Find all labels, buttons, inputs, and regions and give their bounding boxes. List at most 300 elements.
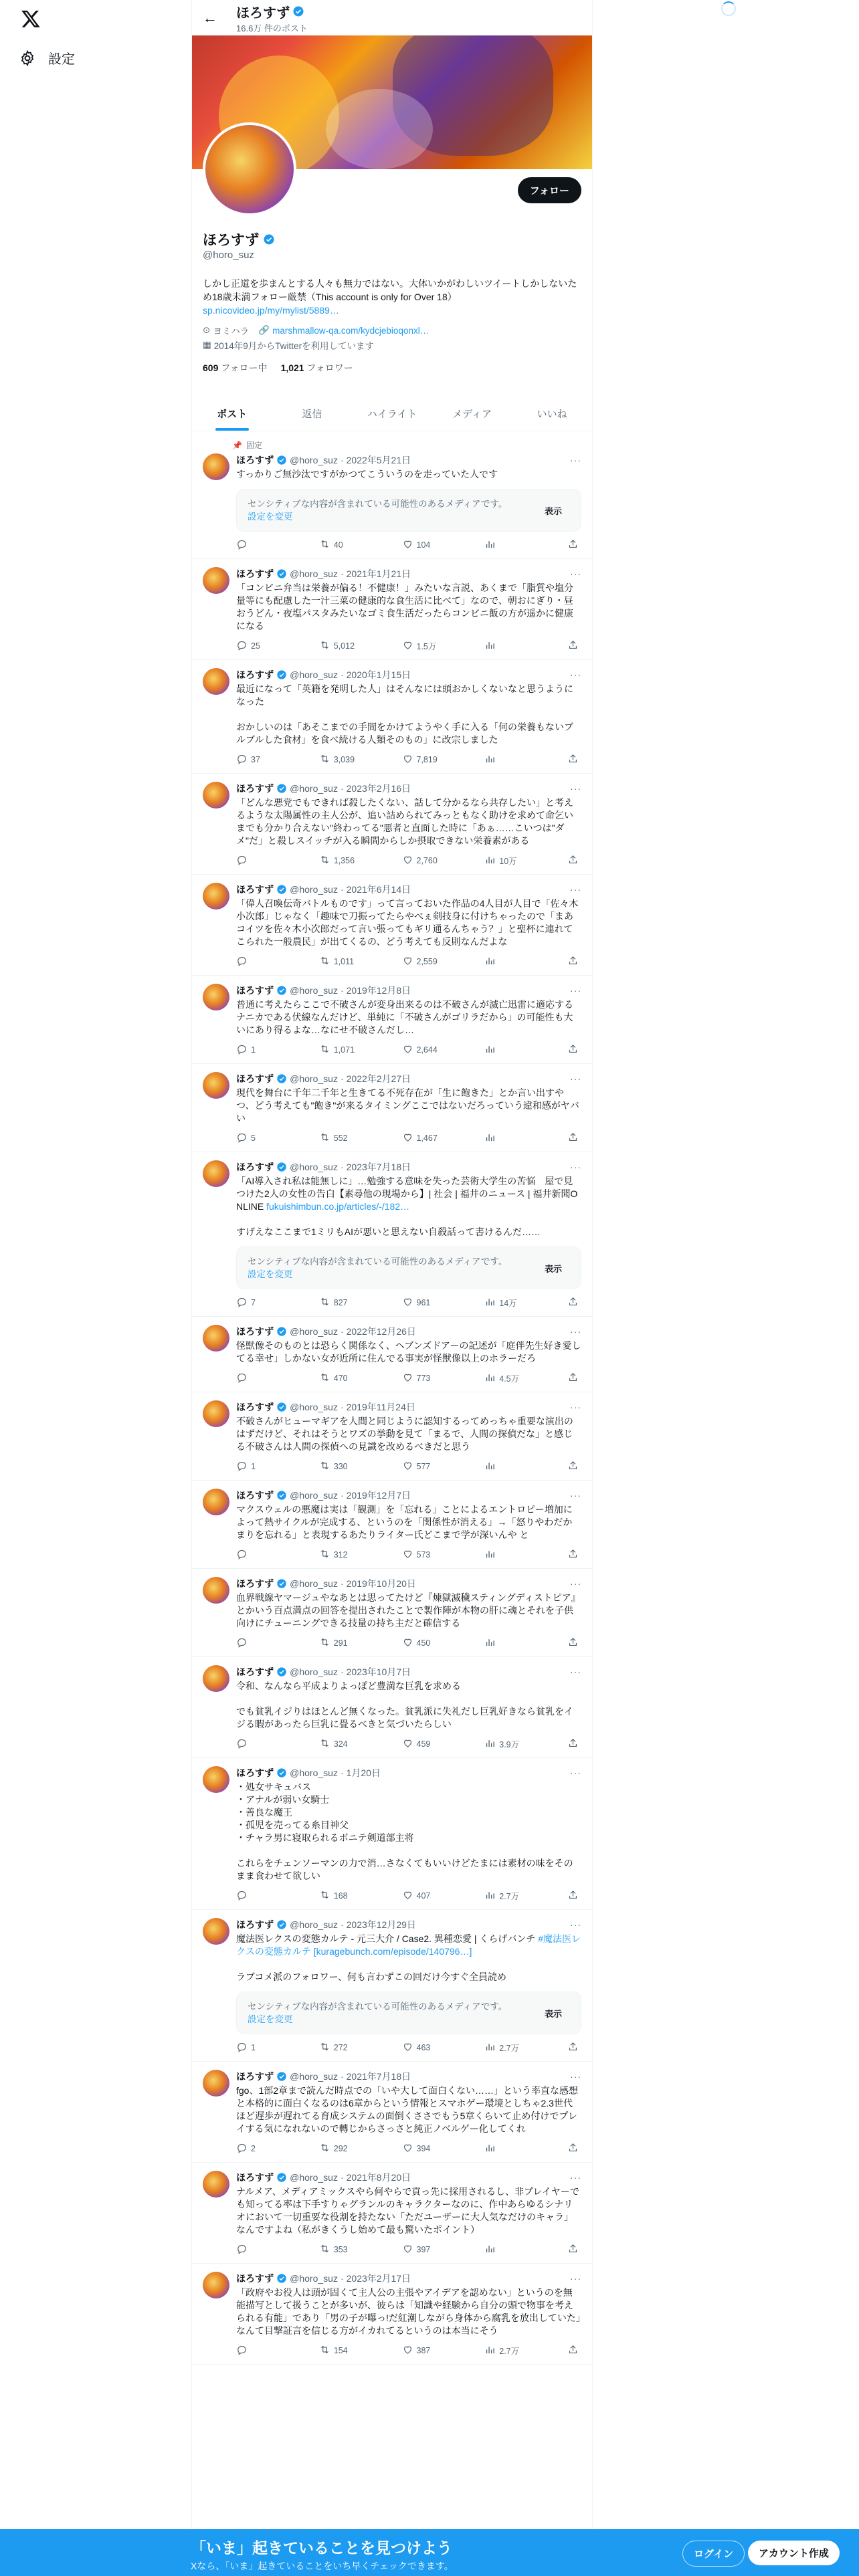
tweet-actions xyxy=(236,2243,581,2256)
profile-head xyxy=(192,169,592,229)
tweet[interactable] xyxy=(192,1392,592,1481)
reply-icon xyxy=(236,1132,248,1145)
retweet-button[interactable] xyxy=(319,639,359,653)
views-button[interactable] xyxy=(484,1737,524,1751)
more-options-icon[interactable]: ··· xyxy=(570,1919,581,1930)
tweet-avatar[interactable] xyxy=(203,1489,229,1515)
tweet-separator: · xyxy=(340,2273,344,2284)
like-count: 1,467 xyxy=(416,1134,438,1143)
verified-badge-icon xyxy=(276,1667,287,1677)
more-options-icon[interactable]: ··· xyxy=(570,669,581,680)
more-options-icon[interactable]: ··· xyxy=(570,2273,581,2284)
more-options-icon[interactable]: ··· xyxy=(570,2071,581,2082)
share-button[interactable] xyxy=(567,639,579,653)
tab-likes[interactable]: いいね xyxy=(537,408,567,420)
tweet-text xyxy=(236,998,581,1037)
tweet-author-handle[interactable]: @horo_suz xyxy=(290,1162,338,1172)
views-button[interactable] xyxy=(484,639,524,653)
reply-button[interactable] xyxy=(236,753,276,766)
tweet-avatar[interactable] xyxy=(203,1665,229,1692)
tweet-avatar[interactable] xyxy=(203,1072,229,1099)
like-button[interactable] xyxy=(402,2142,442,2155)
heart-icon xyxy=(402,1548,413,1562)
tweet-date[interactable]: 2022年12月26日 xyxy=(346,1326,416,1337)
tweet-date[interactable]: 1月20日 xyxy=(346,1767,381,1778)
retweet-button[interactable] xyxy=(319,1132,359,1145)
tweet-author-name[interactable]: ほろすず xyxy=(236,1578,274,1589)
share-button[interactable] xyxy=(567,753,579,766)
share-button[interactable] xyxy=(567,1296,579,1309)
show-media-button[interactable]: 表示 xyxy=(544,1263,562,1274)
more-options-icon[interactable]: ··· xyxy=(570,1073,581,1084)
profile-name: ほろすず xyxy=(203,233,260,248)
bio-link[interactable]: sp.nicovideo.jp/my/mylist/5889… xyxy=(203,305,339,316)
tweet[interactable] xyxy=(192,1064,592,1152)
timeline xyxy=(192,431,592,2365)
reply-button[interactable] xyxy=(236,1737,276,1751)
retweet-button[interactable] xyxy=(319,2142,359,2155)
tweet-text-body: マクスウェルの悪魔は実は「観測」を「忘れる」ことによるエントロピー増加によって熱サイクルが完成する、というのを「関係性が消える」→「怒りやわだかまりを忘れる」と表現するあたりライター氏どこまで学が深いんや と xyxy=(236,1504,573,1540)
like-button[interactable] xyxy=(402,538,442,552)
more-options-icon[interactable]: ··· xyxy=(570,1326,581,1337)
tweet-author-handle[interactable]: @horo_suz xyxy=(290,1073,338,1084)
like-button[interactable] xyxy=(402,854,442,867)
tweet-author-handle[interactable]: @horo_suz xyxy=(290,1919,338,1930)
like-button[interactable] xyxy=(402,1132,442,1145)
tweet-actions xyxy=(236,1296,581,1309)
tab-replies[interactable]: 返信 xyxy=(302,408,322,420)
tweet[interactable] xyxy=(192,559,592,660)
tweet-date[interactable]: 2021年8月20日 xyxy=(346,2172,411,2183)
more-options-icon[interactable]: ··· xyxy=(570,568,581,579)
tweet-date[interactable]: 2022年2月27日 xyxy=(346,1073,411,1084)
tweet-author-name[interactable]: ほろすず xyxy=(236,1667,274,1677)
heart-icon xyxy=(402,753,413,766)
views-button[interactable] xyxy=(484,2142,524,2155)
retweet-button[interactable] xyxy=(319,538,359,552)
share-button[interactable] xyxy=(567,2243,579,2256)
x-logo-icon[interactable] xyxy=(19,7,43,31)
reply-button[interactable] xyxy=(236,1548,276,1562)
share-button[interactable] xyxy=(567,1737,579,1751)
tweet-avatar[interactable] xyxy=(203,1577,229,1604)
tweet-link[interactable]: fukuishimbun.co.jp/articles/-/182… xyxy=(266,1201,410,1212)
more-options-icon[interactable]: ··· xyxy=(570,1162,581,1172)
reply-button[interactable] xyxy=(236,1460,276,1473)
retweet-icon xyxy=(319,1372,330,1385)
tweet-author-name[interactable]: ほろすず xyxy=(236,1767,274,1778)
tweet-text xyxy=(236,582,581,633)
retweet-icon xyxy=(319,753,330,766)
retweet-button[interactable] xyxy=(319,1636,359,1650)
tweet-date[interactable]: 2020年1月15日 xyxy=(346,669,411,680)
change-settings-link[interactable]: 設定を変更 xyxy=(248,2014,293,2024)
like-button[interactable] xyxy=(402,955,442,968)
share-button[interactable] xyxy=(567,854,579,867)
tweet-author-handle[interactable]: @horo_suz xyxy=(290,2273,338,2284)
tweet-author-handle[interactable]: @horo_suz xyxy=(290,985,338,996)
tweet[interactable] xyxy=(192,1657,592,1758)
tweet-date[interactable]: 2019年10月20日 xyxy=(346,1578,416,1589)
tweet-date[interactable]: 2019年12月8日 xyxy=(346,985,411,996)
retweet-button[interactable] xyxy=(319,1296,359,1309)
tweet-author-name[interactable]: ほろすず xyxy=(236,568,274,579)
tweet-author-handle[interactable]: @horo_suz xyxy=(290,1326,338,1337)
views-button[interactable] xyxy=(484,2344,524,2357)
tweet-actions xyxy=(236,2142,581,2155)
tweet-author-name[interactable]: ほろすず xyxy=(236,1073,274,1084)
tweet-author-handle[interactable]: @horo_suz xyxy=(290,1402,338,1412)
tweet-date[interactable]: 2023年2月16日 xyxy=(346,783,411,794)
tweet-header xyxy=(236,2272,581,2285)
reply-button[interactable] xyxy=(236,2142,276,2155)
share-button[interactable] xyxy=(567,1636,579,1650)
bar-chart-icon xyxy=(484,1296,496,1309)
nav-settings-link[interactable] xyxy=(19,48,75,68)
tweet-date[interactable]: 2023年7月18日 xyxy=(346,1162,411,1172)
tweet-author-handle[interactable]: @horo_suz xyxy=(290,1667,338,1677)
retweet-count: 312 xyxy=(333,1550,348,1560)
tweet-text xyxy=(236,1933,581,1983)
tweet[interactable] xyxy=(192,1152,592,1317)
tweet-text-body: すっかりご無沙汰ですがかつてこういうのを走っていた人です xyxy=(236,469,498,479)
bar-chart-icon xyxy=(484,2142,496,2155)
tweet-header xyxy=(236,1160,581,1174)
signup-banner-subtitle: Xなら、「いま」起きていることをいち早くチェックできます。 xyxy=(191,2561,454,2571)
tweet-text-body: 「AI導入され私は能無しに」…勉強する意味を失った芸術大学生の苦悩 屋で見つけた2人の女性の告白【素尋他の現場から】| 社会 | 福井のニュース | 福井新聞ONLINE xyxy=(236,1176,578,1212)
views-button[interactable] xyxy=(484,1636,524,1650)
tweet-author-name[interactable]: ほろすず xyxy=(236,669,274,680)
like-button[interactable] xyxy=(402,1636,442,1650)
tweet-text xyxy=(236,1592,581,1630)
share-button[interactable] xyxy=(567,955,579,968)
retweet-button[interactable] xyxy=(319,1460,359,1473)
joined-text: 2014年9月からTwitterを利用しています xyxy=(213,341,375,351)
views-button[interactable] xyxy=(484,2041,524,2054)
share-button[interactable] xyxy=(567,1460,579,1473)
reply-button[interactable] xyxy=(236,1043,276,1057)
reply-icon xyxy=(236,639,248,653)
tweet-avatar[interactable] xyxy=(203,453,229,480)
tweet[interactable] xyxy=(192,1758,592,1910)
share-button[interactable] xyxy=(567,2142,579,2155)
tweet-text xyxy=(236,468,581,481)
tweet-avatar[interactable] xyxy=(203,2272,229,2298)
tweet[interactable] xyxy=(192,1481,592,1569)
like-button[interactable] xyxy=(402,1737,442,1751)
share-button[interactable] xyxy=(567,1372,579,1385)
like-count: 397 xyxy=(416,2245,431,2254)
more-options-icon[interactable]: ··· xyxy=(570,985,581,996)
share-icon xyxy=(567,1132,579,1145)
views-button[interactable] xyxy=(484,1372,524,1385)
tweet-actions xyxy=(236,1372,581,1385)
login-button[interactable]: ログイン xyxy=(682,2541,745,2567)
heart-icon xyxy=(402,1372,413,1385)
bar-chart-icon xyxy=(484,1132,496,1145)
tweet-avatar[interactable] xyxy=(203,1400,229,1427)
like-button[interactable] xyxy=(402,753,442,766)
heart-icon xyxy=(402,1737,413,1751)
tweet-separator: · xyxy=(340,1578,344,1589)
retweet-button[interactable] xyxy=(319,1737,359,1751)
retweet-icon xyxy=(319,955,330,968)
signup-banner-title: 「いま」起きていることを見つけよう xyxy=(191,2539,452,2557)
like-button[interactable] xyxy=(402,639,442,653)
tweet-avatar[interactable] xyxy=(203,2070,229,2097)
tweet-author-handle[interactable]: @horo_suz xyxy=(290,568,338,579)
like-button[interactable] xyxy=(402,2041,442,2054)
tweet-date[interactable]: 2022年5月21日 xyxy=(346,455,411,465)
more-options-icon[interactable]: ··· xyxy=(570,1402,581,1412)
tweet-date[interactable]: 2023年2月17日 xyxy=(346,2273,411,2284)
website-link[interactable]: marshmallow-qa.com/kydcjebioqonxl… xyxy=(272,325,430,336)
retweet-button[interactable] xyxy=(319,1043,359,1057)
reply-button[interactable] xyxy=(236,1132,276,1145)
tweet-avatar[interactable] xyxy=(203,1325,229,1352)
more-options-icon[interactable]: ··· xyxy=(570,1578,581,1589)
retweet-button[interactable] xyxy=(319,1889,359,1903)
tweet-date[interactable]: 2021年6月14日 xyxy=(346,884,411,895)
tweet[interactable] xyxy=(192,431,592,559)
verified-badge-icon xyxy=(276,2273,287,2284)
location-item xyxy=(203,324,249,337)
retweet-button[interactable] xyxy=(319,1548,359,1562)
tweet[interactable] xyxy=(192,976,592,1064)
tweet-header xyxy=(236,453,581,467)
tweet[interactable] xyxy=(192,875,592,976)
reply-button[interactable] xyxy=(236,639,276,653)
tweet-avatar[interactable] xyxy=(203,984,229,1010)
share-button[interactable] xyxy=(567,2344,579,2357)
share-button[interactable] xyxy=(567,1132,579,1145)
tweet-actions xyxy=(236,538,581,552)
retweet-button[interactable] xyxy=(319,753,359,766)
tweet[interactable] xyxy=(192,1317,592,1392)
tweet[interactable] xyxy=(192,1910,592,2062)
signup-button[interactable]: アカウント作成 xyxy=(748,2541,840,2565)
like-button[interactable] xyxy=(402,1548,442,1562)
tweet-author-name[interactable]: ほろすず xyxy=(236,2172,274,2183)
tweet-avatar[interactable] xyxy=(203,782,229,809)
tweet-author-name[interactable]: ほろすず xyxy=(236,1490,274,1501)
reply-icon xyxy=(236,753,248,766)
share-icon xyxy=(567,2142,579,2155)
tweet[interactable] xyxy=(192,2062,592,2163)
tweet-date[interactable]: 2023年10月7日 xyxy=(346,1667,411,1677)
views-button[interactable] xyxy=(484,1043,524,1057)
tab-posts[interactable]: ポスト xyxy=(192,396,272,431)
tweet-author-name[interactable]: ほろすず xyxy=(236,1326,274,1337)
views-count: 2.7万 xyxy=(499,2044,520,2053)
reply-icon xyxy=(236,1372,248,1385)
retweet-icon xyxy=(319,2041,330,2054)
tweet-text-body: 魔法医レクスの変態カルテ - 元三大介 / Case2. 異種恋愛 | くらげバンチ xyxy=(236,1933,539,1944)
tweet-header xyxy=(236,883,581,896)
more-options-icon[interactable]: ··· xyxy=(570,884,581,895)
share-button[interactable] xyxy=(567,1043,579,1057)
tweet-author-handle[interactable]: @horo_suz xyxy=(290,783,338,794)
like-button[interactable] xyxy=(402,1460,442,1473)
tweet-link[interactable]: #魔法医レクスの変態カルテ [kuragebunch.com/episode/140796…] xyxy=(236,1933,581,1957)
retweet-button[interactable] xyxy=(319,2344,359,2357)
follow-counts xyxy=(192,352,592,384)
share-button[interactable] xyxy=(567,1889,579,1903)
tweet-date[interactable]: 2021年7月18日 xyxy=(346,2071,411,2082)
tweet-avatar[interactable] xyxy=(203,567,229,594)
tweet-author-handle[interactable]: @horo_suz xyxy=(290,884,338,895)
bar-chart-icon xyxy=(484,1548,496,1562)
tweet-author-handle[interactable]: @horo_suz xyxy=(290,2071,338,2082)
tab-highlights[interactable]: ハイライト xyxy=(367,408,417,420)
retweet-count: 3,039 xyxy=(333,755,355,764)
more-options-icon[interactable]: ··· xyxy=(570,1490,581,1501)
like-button[interactable] xyxy=(402,1043,442,1057)
tweet-author-handle[interactable]: @horo_suz xyxy=(290,1767,338,1778)
tweet[interactable] xyxy=(192,660,592,774)
tweet[interactable] xyxy=(192,1569,592,1657)
tweet-avatar[interactable] xyxy=(203,1160,229,1187)
tweet-avatar[interactable] xyxy=(203,1918,229,1945)
reply-button[interactable] xyxy=(236,1296,276,1309)
tweet[interactable] xyxy=(192,2264,592,2365)
more-options-icon[interactable]: ··· xyxy=(570,455,581,465)
tweet-text-body: ナルメア、メディアミックスやら何やらで貢っ先に採用されるし、非プレイヤーでも知ってる率は下手すりゃグランルのキャラクターなのに、作中あらゆるシナリオにおいて一切重要な役割を持たない「ただユーザーに大人気なだけのキャラ」なんですよね（私がきくうし始めて最も驚いたポイント） xyxy=(236,2186,579,2235)
tweet-author-name[interactable]: ほろすず xyxy=(236,884,274,895)
show-media-button[interactable]: 表示 xyxy=(544,2008,562,2019)
like-count: 1.5万 xyxy=(416,642,437,651)
more-options-icon[interactable]: ··· xyxy=(570,783,581,794)
like-count: 577 xyxy=(416,1462,431,1471)
views-button[interactable] xyxy=(484,1296,524,1309)
bar-chart-icon xyxy=(484,955,496,968)
reply-button[interactable] xyxy=(236,538,276,552)
share-button[interactable] xyxy=(567,1548,579,1562)
tweet-avatar[interactable] xyxy=(203,668,229,695)
retweet-button[interactable] xyxy=(319,1372,359,1385)
views-button[interactable] xyxy=(484,1548,524,1562)
like-button[interactable] xyxy=(402,1889,442,1903)
retweet-button[interactable] xyxy=(319,2243,359,2256)
follow-button[interactable]: フォロー xyxy=(518,177,581,203)
tweet-header xyxy=(236,1489,581,1502)
tweet[interactable] xyxy=(192,2163,592,2264)
tweet-actions xyxy=(236,639,581,653)
retweet-button[interactable] xyxy=(319,854,359,867)
share-button[interactable] xyxy=(567,538,579,552)
tweet-text-body: 現代を舞台に千年二千年と生きてる不死存在が「生に飽きた」とか言い出すやつ、どう考えても"飽き"が来るタイミングここではないだろっていう違和感がヤバい xyxy=(236,1087,579,1123)
reply-button[interactable] xyxy=(236,1636,276,1650)
views-button[interactable] xyxy=(484,1132,524,1145)
reply-button[interactable] xyxy=(236,955,276,968)
tweet-avatar[interactable] xyxy=(203,1766,229,1793)
like-count: 2,760 xyxy=(416,856,438,865)
views-button[interactable] xyxy=(484,854,524,867)
tweet-author-name[interactable]: ほろすず xyxy=(236,783,274,794)
tweet-header xyxy=(236,1072,581,1085)
verified-badge-icon xyxy=(276,568,287,579)
retweet-icon xyxy=(319,1548,330,1562)
share-button[interactable] xyxy=(567,2041,579,2054)
retweet-button[interactable] xyxy=(319,955,359,968)
more-options-icon[interactable]: ··· xyxy=(570,2172,581,2183)
following-link[interactable] xyxy=(203,361,268,374)
tweet-date[interactable]: 2019年12月7日 xyxy=(346,1490,411,1501)
retweet-button[interactable] xyxy=(319,2041,359,2054)
more-options-icon[interactable]: ··· xyxy=(570,1667,581,1677)
tweet-author-name[interactable]: ほろすず xyxy=(236,985,274,996)
tweet-author-name[interactable]: ほろすず xyxy=(236,2071,274,2082)
show-media-button[interactable]: 表示 xyxy=(544,506,562,516)
tweet-author-handle[interactable]: @horo_suz xyxy=(290,1490,338,1501)
tweet-date[interactable]: 2021年1月21日 xyxy=(346,568,411,579)
reply-icon xyxy=(236,1889,248,1903)
reply-button[interactable] xyxy=(236,2243,276,2256)
tweet-author-name[interactable]: ほろすず xyxy=(236,1402,274,1412)
tweet-actions xyxy=(236,1737,581,1751)
like-button[interactable] xyxy=(402,1372,442,1385)
views-button[interactable] xyxy=(484,753,524,766)
followers-link[interactable] xyxy=(281,361,353,374)
tweet-avatar[interactable] xyxy=(203,883,229,909)
like-button[interactable] xyxy=(402,1296,442,1309)
website-item[interactable] xyxy=(258,324,429,337)
tweet-author-name[interactable]: ほろすず xyxy=(236,1162,274,1172)
views-button[interactable] xyxy=(484,2243,524,2256)
tweet-author-handle[interactable]: @horo_suz xyxy=(290,669,338,680)
change-settings-link[interactable]: 設定を変更 xyxy=(248,1269,293,1279)
more-options-icon[interactable]: ··· xyxy=(570,1767,581,1778)
tweet-author-handle[interactable]: @horo_suz xyxy=(290,455,338,465)
tweet-avatar[interactable] xyxy=(203,2171,229,2197)
views-button[interactable] xyxy=(484,538,524,552)
pinned-label: 固定 xyxy=(246,441,262,450)
back-arrow-icon[interactable]: ← xyxy=(203,9,217,26)
tweet-author-handle[interactable]: @horo_suz xyxy=(290,2172,338,2183)
tweet-author-handle[interactable]: @horo_suz xyxy=(290,1578,338,1589)
reply-button[interactable] xyxy=(236,2344,276,2357)
reply-button[interactable] xyxy=(236,854,276,867)
tweet-author-name[interactable]: ほろすず xyxy=(236,455,274,465)
like-button[interactable] xyxy=(402,2243,442,2256)
like-button[interactable] xyxy=(402,2344,442,2357)
profile-meta xyxy=(192,317,592,352)
tweet-author-name[interactable]: ほろすず xyxy=(236,2273,274,2284)
tweet-date[interactable]: 2019年11月24日 xyxy=(346,1402,415,1412)
reply-icon xyxy=(236,1043,248,1057)
tweet[interactable] xyxy=(192,774,592,875)
views-button[interactable] xyxy=(484,1889,524,1903)
views-button[interactable] xyxy=(484,1460,524,1473)
share-icon xyxy=(567,753,579,766)
profile-avatar[interactable] xyxy=(203,122,296,216)
retweet-icon xyxy=(319,1132,330,1145)
tab-media[interactable]: メディア xyxy=(452,408,492,420)
tweet-author-name[interactable]: ほろすず xyxy=(236,1919,274,1930)
reply-button[interactable] xyxy=(236,1372,276,1385)
reply-button[interactable] xyxy=(236,2041,276,2054)
tweet-text xyxy=(236,1781,581,1883)
retweet-icon xyxy=(319,1889,330,1903)
tweet-date[interactable]: 2023年12月29日 xyxy=(346,1919,416,1930)
heart-icon xyxy=(402,2142,413,2155)
share-icon xyxy=(567,2041,579,2054)
views-button[interactable] xyxy=(484,955,524,968)
sensitive-text: センシティブな内容が含まれている可能性のあるメディアです。 xyxy=(248,2002,508,2012)
change-settings-link[interactable]: 設定を変更 xyxy=(248,512,293,522)
reply-button[interactable] xyxy=(236,1889,276,1903)
like-count: 7,819 xyxy=(416,755,438,764)
